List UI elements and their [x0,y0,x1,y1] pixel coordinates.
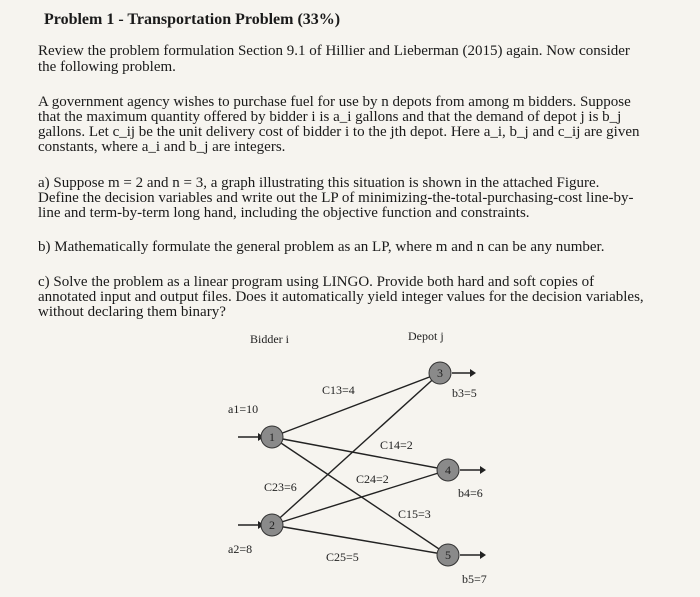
part-c-line-1: c) Solve the problem as a linear program using LINGO. Provide both hard and soft copies of [38,274,595,290]
svg-text:1: 1 [269,430,275,444]
depot-node-5 [437,544,459,566]
demand-label-4: b4=6 [458,486,483,500]
svg-text:3: 3 [437,366,443,380]
part-a-line-3: line and term-by-term long hand, including the objective function and constraints. [38,205,530,221]
para-line-4: constants, where a_i and b_j are integers. [38,139,286,155]
para-line-3: gallons. Let c_ij be the unit delivery cost of bidder i to the jth depot. Here a_i, b_j and c_ij are given [38,124,640,140]
depot-header: Depot j [408,329,444,343]
para-line-1: A government agency wishes to purchase fuel for use by n depots from among m bidders. Suppose [38,94,631,110]
supply-label-1: a1=10 [228,402,259,416]
svg-text:4: 4 [445,463,451,477]
edge-1-5 [272,437,448,555]
para-line-2: that the maximum quantity offered by bidder i is a_i gallons and that the demand of depot j is b_j [38,109,622,125]
demand-arrowhead-4 [480,466,486,474]
part-a-line-2: Define the decision variables and write out the LP of minimizing-the-total-purchasing-cost line-by- [38,190,634,206]
edge-label-1-5: C15=3 [398,507,431,521]
bidder-node-1 [261,426,283,448]
demand-arrowhead-3 [470,369,476,377]
demand-arrowhead-5 [480,551,486,559]
edge-label-2-3: C23=6 [264,480,297,494]
demand-label-5: b5=7 [462,572,487,586]
part-c-line-2: annotated input and output files. Does it automatically yield integer values for the decision variables, [38,289,644,305]
bidder-header: Bidder i [250,332,289,346]
bidder-node-2 [261,514,283,536]
edge-2-3 [272,373,440,525]
problem-title: Problem 1 - Transportation Problem (33%) [44,11,341,28]
edge-label-2-4: C24=2 [356,472,389,486]
intro-line-1: Review the problem formulation Section 9.1 of Hillier and Lieberman (2015) again. Now consider [38,43,630,59]
edge-1-4 [272,437,448,470]
part-a-line-1: a) Suppose m = 2 and n = 3, a graph illustrating this situation is shown in the attached Figure. [38,175,600,191]
part-c-line-3: without declaring them binary? [38,304,226,320]
edge-label-2-5: C25=5 [326,550,359,564]
svg-text:2: 2 [269,518,275,532]
demand-label-3: b3=5 [452,386,477,400]
supply-label-2: a2=8 [228,542,253,556]
transportation-network-diagram [200,325,520,593]
depot-node-4 [437,459,459,481]
edge-1-3 [272,373,440,437]
depot-node-3 [429,362,451,384]
edge-label-1-4: C14=2 [380,438,413,452]
svg-text:5: 5 [445,548,451,562]
intro-line-2: the following problem. [38,59,176,75]
edge-label-1-3: C13=4 [322,383,355,397]
edge-2-5 [272,525,448,555]
part-b-line-1: b) Mathematically formulate the general problem as an LP, where m and n can be any number. [38,239,605,255]
